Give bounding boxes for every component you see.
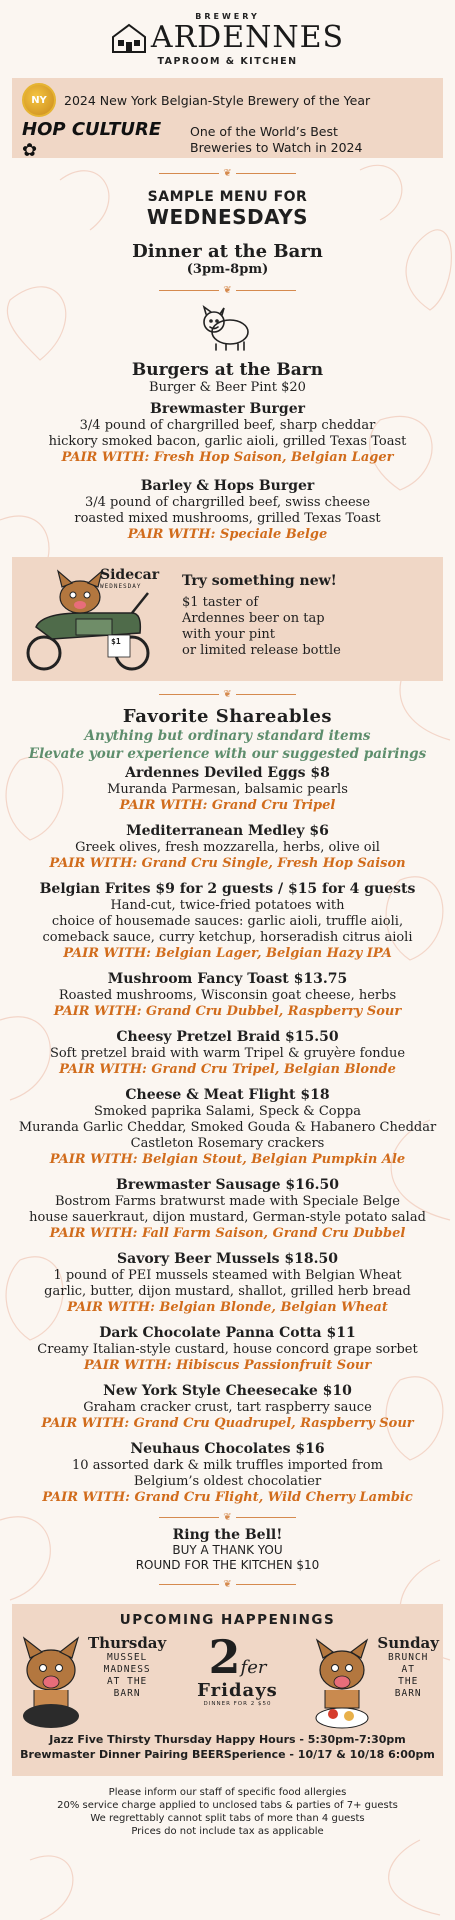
menu-item-pairing: PAIR WITH: Hibiscus Passionfruit Sour	[83, 1358, 372, 1373]
two-fer-logo	[193, 1630, 283, 1684]
menu-item-pairing: PAIR WITH: Fresh Hop Saison, Belgian Lager	[61, 450, 394, 465]
menu-item-desc: Belgium’s oldest chocolatier	[133, 1474, 322, 1489]
awards-box	[12, 78, 443, 161]
shareables-tagline-1: Anything but ordinary standard items	[84, 728, 371, 744]
menu-item-pairing: PAIR WITH: Grand Cru Dubbel, Raspberry Sour	[53, 1004, 402, 1019]
upcoming-line-2: Brewmaster Dinner Pairing BEERSperience - 10/17 & 10/18 6:00pm	[20, 1748, 435, 1761]
menu-item	[0, 1383, 455, 1432]
menu-item-title: Barley & Hops Burger	[140, 478, 315, 494]
sidecar-text	[182, 563, 341, 675]
menu-item-pairing: PAIR WITH: Grand Cru Flight, Wild Cherry Lambic	[42, 1490, 413, 1505]
menu-item-title: Mediterranean Medley $6	[126, 823, 329, 839]
menu-item-pairing: PAIR WITH: Grand Cru Single, Fresh Hop Saison	[49, 856, 406, 871]
sample-menu-heading: SAMPLE MENU FOR	[147, 189, 308, 205]
divider-ornament	[0, 285, 455, 296]
menu-item-title: Cheesy Pretzel Braid $15.50	[116, 1029, 339, 1045]
day-heading: WEDNESDAYS	[146, 205, 309, 229]
award-2-line-2: Breweries to Watch in 2024	[190, 140, 363, 155]
menu-item	[0, 1325, 455, 1374]
logo-tagline: TAPROOM & KITCHEN	[157, 56, 298, 67]
menu-item-desc: Muranda Garlic Cheddar, Smoked Gouda & Habanero Cheddar	[18, 1120, 437, 1135]
logo-name: ARDENNES	[150, 20, 345, 55]
menu-item-desc: 1 pound of PEI mussels steamed with Belgian Wheat	[53, 1268, 402, 1283]
menu-item-pairing: PAIR WITH: Belgian Blonde, Belgian Wheat	[67, 1300, 388, 1315]
barn-icon	[111, 23, 147, 53]
menu-item-pairing: PAIR WITH: Fall Farm Saison, Grand Cru Dubbel	[49, 1226, 406, 1241]
shareables-title: Favorite Shareables	[122, 706, 333, 727]
divider-ornament	[0, 689, 455, 700]
menu-item-desc: Muranda Parmesan, balsamic pearls	[107, 782, 348, 797]
award-2-line-1: One of the World’s Best	[190, 124, 338, 139]
menu-item-pairing: PAIR WITH: Grand Cru Quadrupel, Raspberry Sour	[41, 1416, 414, 1431]
menu-item	[0, 401, 455, 466]
event-thursday	[16, 1634, 186, 1734]
sidecar-try-heading: Try something new!	[182, 573, 337, 589]
event-thursday-line: BARN	[113, 1688, 141, 1699]
upcoming-line-1: Jazz Five Thirsty Thursday Happy Hours - 5:30pm-7:30pm	[49, 1733, 406, 1746]
event-sunday-line: BARN	[394, 1688, 422, 1699]
ring-bell-title: Ring the Bell!	[172, 1527, 283, 1543]
sidecar-title: Sidecar	[100, 567, 160, 583]
divider-line	[159, 1584, 219, 1585]
menu-item-title: Dark Chocolate Panna Cotta $11	[99, 1325, 356, 1341]
medal-label: NY	[31, 94, 47, 106]
fridays-dinner-offer: DINNER FOR 2 $50	[203, 1701, 272, 1707]
divider-ornament-icon: ❦	[223, 1512, 232, 1523]
upcoming-events-row	[12, 1628, 443, 1732]
menu-item-desc: Creamy Italian-style custard, house concord grape sorbet	[37, 1342, 418, 1357]
divider-line	[236, 290, 296, 291]
menu-item-title: Belgian Frites $9 for 2 guests / $15 for 4 guests	[39, 881, 416, 897]
menu-item-desc: Roasted mushrooms, Wisconsin goat cheese, herbs	[58, 988, 397, 1003]
menu-item	[0, 1177, 455, 1242]
menu-item-desc: Hand-cut, twice-fried potatoes with	[110, 898, 345, 913]
logo-brewery-text: BREWERY	[195, 12, 260, 21]
sidecar-subtitle: WEDNESDAY	[100, 583, 142, 590]
event-sunday-name: Sunday	[377, 1634, 439, 1652]
brand-logo	[0, 0, 455, 78]
two-fer-text: fer	[240, 1657, 267, 1678]
footer-line: We regrettably cannot split tabs of more than 4 guests	[90, 1813, 365, 1824]
menu-item-title: Neuhaus Chocolates $16	[130, 1441, 325, 1457]
divider-ornament-icon: ❦	[223, 1579, 232, 1590]
menu-item-title: Brewmaster Burger	[149, 401, 306, 417]
award-row-2	[22, 119, 433, 161]
shareables-section	[0, 706, 455, 1506]
menu-item-title: Mushroom Fancy Toast $13.75	[107, 971, 348, 987]
menu-item	[0, 971, 455, 1020]
divider-ornament	[0, 168, 455, 179]
menu-item-desc: Graham cracker crust, tart raspberry sauce	[83, 1400, 372, 1415]
menu-item	[0, 881, 455, 962]
event-thursday-line: MADNESS	[103, 1664, 151, 1675]
menu-item-desc: 3/4 pound of chargrilled beef, sharp cheddar	[79, 418, 376, 433]
menu-item-desc: 3/4 pound of chargrilled beef, swiss cheese	[84, 495, 371, 510]
menu-item-pairing: PAIR WITH: Belgian Lager, Belgian Hazy IPA	[63, 946, 392, 961]
burgers-subtitle: Burger & Beer Pint $20	[149, 380, 306, 395]
award-row-1	[22, 84, 433, 116]
divider-ornament	[0, 1512, 455, 1523]
sidecar-desc-line: with your pint	[182, 627, 275, 642]
shareables-tagline-2: Elevate your experience with our suggested pairings	[28, 746, 427, 762]
divider-ornament-icon: ❦	[223, 285, 232, 296]
two-fer-numeral: 2	[208, 1630, 241, 1684]
fridays-word: Fridays	[197, 1680, 278, 1701]
menu-item-desc: garlic, butter, dijon mustard, shallot, grilled herb bread	[44, 1284, 411, 1299]
menu-item-desc: comeback sauce, curry ketchup, horseradish citrus aioli	[42, 930, 413, 945]
menu-item-title: Ardennes Deviled Eggs $8	[125, 765, 330, 781]
event-sunday-line: THE	[398, 1676, 419, 1687]
menu-item	[0, 1251, 455, 1316]
divider-line	[236, 1584, 296, 1585]
divider-ornament-icon: ❦	[223, 168, 232, 179]
menu-item-desc: Bostrom Farms bratwurst made with Speciale Belge	[54, 1194, 400, 1209]
menu-item	[0, 478, 455, 543]
dinner-heading: Dinner at the Barn	[132, 241, 323, 262]
menu-item	[0, 765, 455, 814]
divider-line	[236, 1517, 296, 1518]
medal-icon	[22, 83, 56, 117]
menu-item-pairing: PAIR WITH: Speciale Belge	[127, 527, 328, 542]
event-thursday-name: Thursday	[88, 1634, 167, 1652]
intro-section	[0, 189, 455, 277]
divider-line	[159, 1517, 219, 1518]
award-1-text: 2024 New York Belgian-Style Brewery of the Year	[64, 92, 371, 108]
event-sunday-line: AT	[401, 1664, 415, 1675]
bulldog-icon	[198, 302, 258, 352]
event-sunday-text	[377, 1634, 439, 1734]
menu-item-desc: Soft pretzel braid with warm Tripel & gruyère fondue	[49, 1046, 406, 1061]
footer-line: Prices do not include tax as applicable	[131, 1826, 324, 1837]
menu-item-desc: hickory smoked bacon, garlic aioli, grilled Texas Toast	[48, 434, 407, 449]
menu-item-pairing: PAIR WITH: Belgian Stout, Belgian Pumpkin Ale	[49, 1152, 406, 1167]
divider-line	[159, 173, 219, 174]
menu-item-desc: Greek olives, fresh mozzarella, herbs, olive oil	[75, 840, 380, 855]
event-thursday-line: AT THE	[106, 1676, 148, 1687]
hop-culture-logo	[22, 119, 182, 161]
menu-item	[0, 823, 455, 872]
sidecar-desc-line: $1 taster of	[182, 595, 259, 610]
footer-notes	[0, 1786, 455, 1838]
sidecar-promo-box	[12, 557, 443, 681]
event-thursday-text	[88, 1634, 166, 1734]
menu-item-desc: 10 assorted dark & milk truffles imported from	[72, 1458, 383, 1473]
ring-bell-line-2: ROUND FOR THE KITCHEN $10	[135, 1558, 320, 1572]
sidecar-desc-line: Ardennes beer on tap	[182, 611, 325, 626]
event-friday	[193, 1630, 283, 1707]
divider-ornament	[0, 1579, 455, 1590]
menu-item-desc: roasted mixed mushrooms, grilled Texas Toast	[74, 511, 381, 526]
divider-line	[159, 694, 219, 695]
menu-item-pairing: PAIR WITH: Grand Cru Tripel, Belgian Blonde	[59, 1062, 396, 1077]
sidecar-price-tag: $1	[111, 637, 121, 646]
award-2-text	[190, 124, 362, 156]
menu-item-desc: choice of housemade sauces: garlic aioli, truffle aioli,	[51, 914, 404, 929]
menu-item-desc: Castleton Rosemary crackers	[130, 1136, 325, 1151]
bulldog-brunch-icon	[309, 1634, 375, 1734]
bulldog-mussels-icon	[16, 1634, 86, 1734]
menu-item	[0, 1029, 455, 1078]
menu-item-desc: house sauerkraut, dijon mustard, German-style potato salad	[29, 1210, 426, 1225]
menu-item	[0, 1087, 455, 1168]
upcoming-happenings-box	[12, 1604, 443, 1776]
menu-item	[0, 1441, 455, 1506]
menu-item-title: Brewmaster Sausage $16.50	[115, 1177, 340, 1193]
divider-line	[236, 173, 296, 174]
divider-ornament-icon: ❦	[223, 689, 232, 700]
footer-line: 20% service charge applied to unclosed tabs & parties of 7+ guests	[57, 1800, 398, 1811]
burgers-section	[0, 360, 455, 543]
menu-item-title: New York Style Cheesecake $10	[103, 1383, 352, 1399]
divider-line	[236, 694, 296, 695]
hop-culture-text: HOP CULTURE	[22, 119, 162, 140]
menu-item-title: Savory Beer Mussels $18.50	[117, 1251, 338, 1267]
shareables-list	[0, 765, 455, 1506]
menu-item-title: Cheese & Meat Flight $18	[125, 1087, 330, 1103]
sidecar-illustration	[22, 563, 172, 675]
event-sunday	[289, 1634, 439, 1734]
ring-bell-line-1: BUY A THANK YOU	[172, 1543, 283, 1557]
event-sunday-line: BRUNCH	[388, 1652, 429, 1663]
footer-line: Please inform our staff of specific food allergies	[108, 1787, 347, 1798]
sidecar-desc-line: or limited release bottle	[182, 643, 341, 658]
hop-culture-icon: ✿	[22, 140, 38, 161]
menu-item-pairing: PAIR WITH: Grand Cru Tripel	[119, 798, 336, 813]
dinner-hours: (3pm-8pm)	[186, 262, 269, 277]
menu-item-desc: Smoked paprika Salami, Speck & Coppa	[93, 1104, 361, 1119]
burgers-title: Burgers at the Barn	[131, 360, 324, 380]
upcoming-title: UPCOMING HAPPENINGS	[119, 1612, 336, 1628]
divider-line	[159, 290, 219, 291]
event-thursday-line: MUSSEL	[106, 1652, 148, 1663]
ring-bell-section	[0, 1527, 455, 1573]
